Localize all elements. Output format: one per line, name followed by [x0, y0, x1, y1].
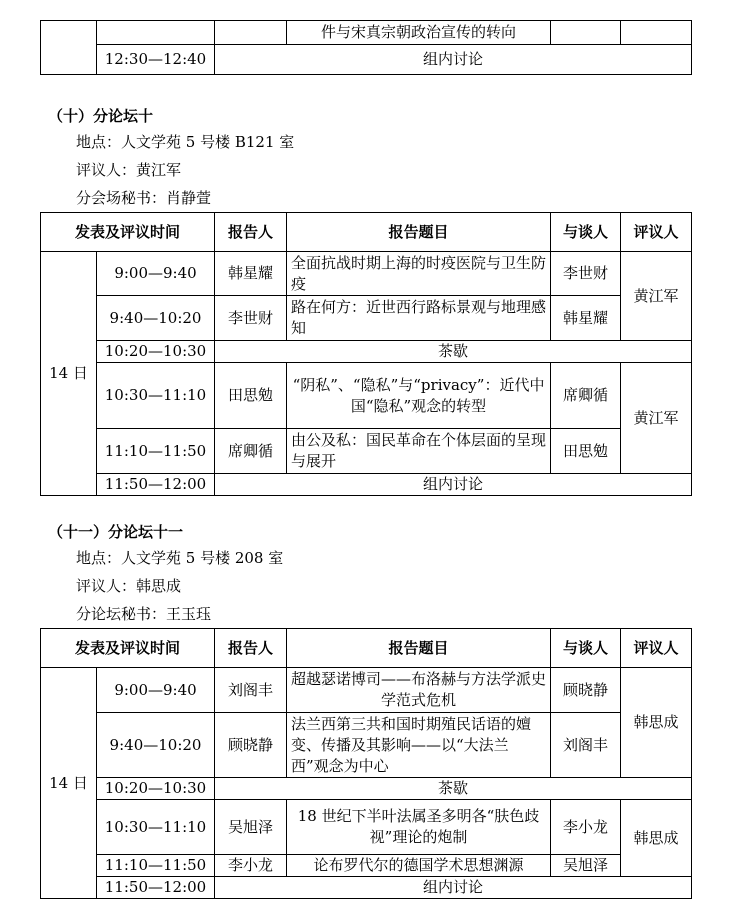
- reporter-cell: 刘阁丰: [215, 668, 287, 713]
- reporter-cell: 席卿循: [215, 429, 287, 474]
- discussion-label: 组内讨论: [215, 45, 692, 75]
- discussion-row: [41, 877, 692, 899]
- time-cell: 11:10—11:50: [97, 429, 215, 474]
- reporter-cell: 吴旭泽: [215, 800, 287, 855]
- topic-cell: “阴私”、“隐私”与“privacy”：近代中国“隐私”观念的转型: [287, 363, 551, 429]
- header-discussant: 与谈人: [551, 213, 621, 252]
- discussion-time: 12:30—12:40: [97, 45, 215, 75]
- commentator-cell: 韩思成: [621, 668, 692, 778]
- day-cell: 14 日: [41, 252, 97, 496]
- commentator-cell: 黄江军: [621, 363, 692, 474]
- discussion-time: 11:50—12:00: [97, 474, 215, 496]
- discussant-cell: 刘阁丰: [551, 713, 621, 778]
- topic-cell: 由公及私：国民革命在个体层面的呈现与展开: [287, 429, 551, 474]
- section-title: （十一）分论坛十一: [48, 523, 184, 541]
- day-cell: 14 日: [41, 668, 97, 899]
- reporter-cell: 田思勉: [215, 363, 287, 429]
- break-row: [41, 778, 692, 800]
- day-cell: [41, 21, 97, 75]
- schedule-table-11: [40, 628, 692, 899]
- header-commentator: 评议人: [621, 213, 692, 252]
- discussant-cell: 李世财: [551, 252, 621, 296]
- reporter-cell: 顾晓静: [215, 713, 287, 778]
- break-time: 10:20—10:30: [97, 778, 215, 800]
- topic-cell: 18 世纪下半叶法属圣多明各“肤色歧视”理论的炮制: [287, 800, 551, 855]
- commentator-cell: [621, 21, 692, 45]
- discussion-label: 组内讨论: [215, 877, 692, 899]
- commentator-cell: 黄江军: [621, 252, 692, 341]
- time-cell: 9:00—9:40: [97, 668, 215, 713]
- topic-cell: 路在何方：近世西行路标景观与地理感知: [287, 296, 551, 341]
- secretary-info: 分会场秘书：肖静萱: [76, 189, 212, 207]
- reporter-cell: 李小龙: [215, 855, 287, 877]
- table-row: [41, 800, 692, 855]
- location: 地点：人文学苑 5 号楼 208 室: [76, 549, 284, 567]
- discussion-time: 11:50—12:00: [97, 877, 215, 899]
- secretary-info: 分论坛秘书：王玉珏: [76, 605, 212, 623]
- header-reporter: 报告人: [215, 213, 287, 252]
- reporter-cell: 李世财: [215, 296, 287, 341]
- location: 地点：人文学苑 5 号楼 B121 室: [76, 133, 295, 151]
- topic-cell: 超越瑟诺博司——布洛赫与方法学派史学范式危机: [287, 668, 551, 713]
- topic-cell: 全面抗战时期上海的时疫医院与卫生防疫: [287, 252, 551, 296]
- time-cell: [97, 21, 215, 45]
- table-row: [41, 668, 692, 713]
- table-row: [41, 363, 692, 429]
- commentator-info: 评议人：黄江军: [76, 161, 182, 179]
- table-row: [41, 252, 692, 296]
- header-reporter: 报告人: [215, 629, 287, 668]
- table-row: [41, 713, 692, 778]
- time-cell: 9:00—9:40: [97, 252, 215, 296]
- time-cell: 9:40—10:20: [97, 713, 215, 778]
- topic-cell: 论布罗代尔的德国学术思想渊源: [287, 855, 551, 877]
- commentator-info: 评议人：韩思成: [76, 577, 182, 595]
- section-title: （十）分论坛十: [48, 107, 154, 125]
- table-row: [41, 296, 692, 341]
- break-label: 茶歇: [215, 778, 692, 800]
- time-cell: 10:30—11:10: [97, 800, 215, 855]
- header-time: 发表及评议时间: [41, 213, 215, 252]
- topic-cell: 件与宋真宗朝政治宣传的转向: [287, 21, 551, 45]
- reporter-cell: [215, 21, 287, 45]
- header-time: 发表及评议时间: [41, 629, 215, 668]
- discussant-cell: 田思勉: [551, 429, 621, 474]
- discussant-cell: 李小龙: [551, 800, 621, 855]
- discussion-row: [41, 474, 692, 496]
- break-label: 茶歇: [215, 341, 692, 363]
- header-commentator: 评议人: [621, 629, 692, 668]
- schedule-table-10: [40, 212, 692, 496]
- break-row: [41, 341, 692, 363]
- table-row: [41, 429, 692, 474]
- time-cell: 11:10—11:50: [97, 855, 215, 877]
- time-cell: 9:40—10:20: [97, 296, 215, 341]
- table-row: [41, 855, 692, 877]
- discussant-cell: 顾晓静: [551, 668, 621, 713]
- header-topic: 报告题目: [287, 629, 551, 668]
- discussant-cell: [551, 21, 621, 45]
- header-topic: 报告题目: [287, 213, 551, 252]
- break-time: 10:20—10:30: [97, 341, 215, 363]
- discussion-label: 组内讨论: [215, 474, 692, 496]
- reporter-cell: 韩星耀: [215, 252, 287, 296]
- time-cell: 10:30—11:10: [97, 363, 215, 429]
- discussant-cell: 吴旭泽: [551, 855, 621, 877]
- commentator-cell: 韩思成: [621, 800, 692, 877]
- header-discussant: 与谈人: [551, 629, 621, 668]
- continued-schedule-table: [40, 20, 692, 75]
- discussant-cell: 韩星耀: [551, 296, 621, 341]
- topic-cell: 法兰西第三共和国时期殖民话语的嬗变、传播及其影响——以“大法兰西”观念为中心: [287, 713, 551, 778]
- discussant-cell: 席卿循: [551, 363, 621, 429]
